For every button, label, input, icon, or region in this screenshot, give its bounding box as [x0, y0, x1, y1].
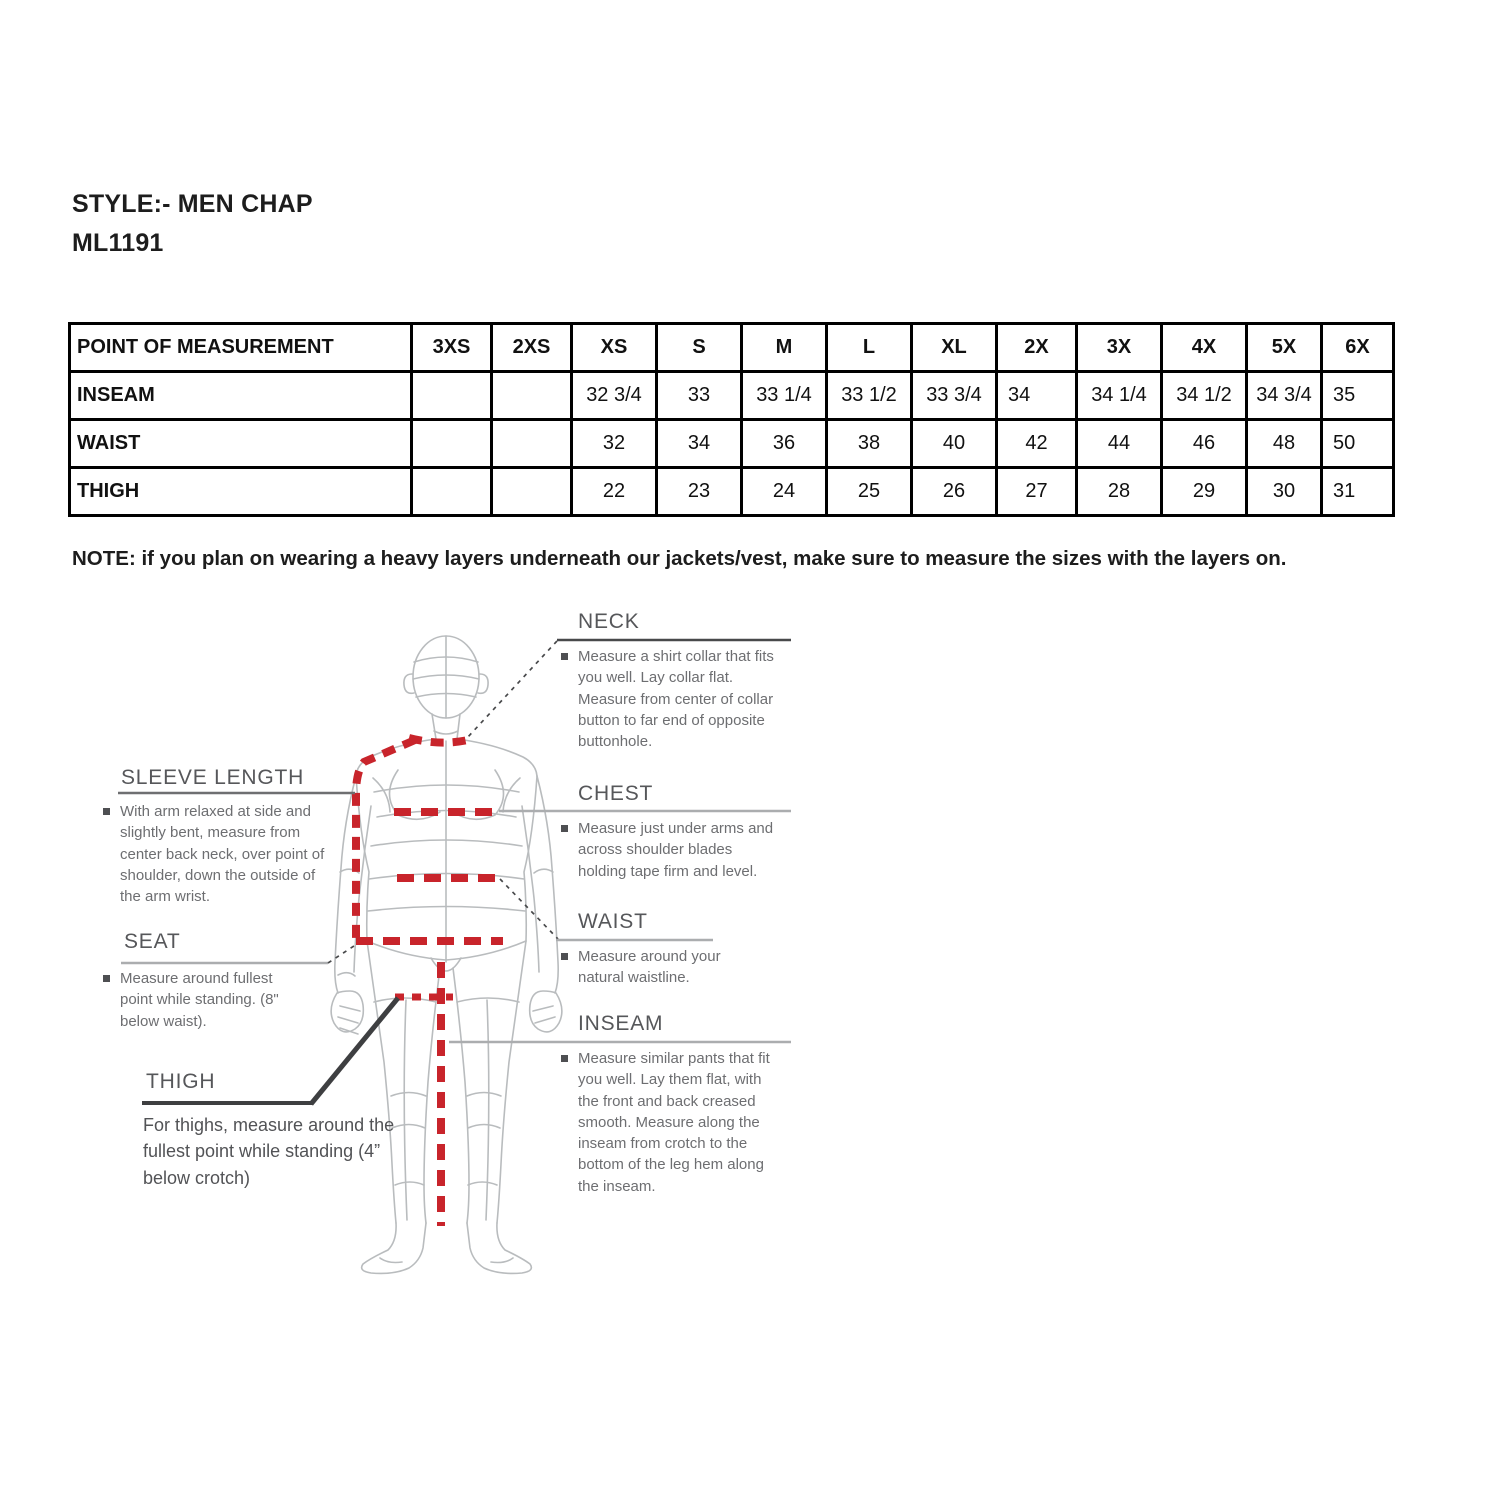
bullet-square-icon [103, 808, 110, 815]
neck-measure-line [409, 738, 468, 743]
column-header-xl: XL [912, 324, 997, 372]
size-cell: 29 [1162, 468, 1247, 516]
size-cell: 30 [1247, 468, 1322, 516]
waist-section-title: WAIST [578, 910, 648, 933]
column-header-6x: 6X [1322, 324, 1394, 372]
neck-section-desc: Measure a shirt collar that fits you well. Lay collar flat. Measure from center of collar button to far end of opposite buttonhole. [561, 646, 789, 752]
model-number: ML1191 [72, 229, 164, 257]
size-cell: 28 [1077, 468, 1162, 516]
size-cell: 31 [1322, 468, 1394, 516]
column-header-m: M [742, 324, 827, 372]
inseam-section-title: INSEAM [578, 1012, 664, 1035]
column-header-3xs: 3XS [412, 324, 492, 372]
column-header-4x: 4X [1162, 324, 1247, 372]
sleeve-length-section-title: SLEEVE LENGTH [121, 766, 305, 789]
size-cell: 32 [572, 420, 657, 468]
neck-callout-line [467, 641, 557, 738]
thigh-section-desc: For thighs, measure around the fullest point while standing (4” below crotch) [143, 1115, 395, 1188]
seat-callout-line [328, 944, 357, 963]
bullet-square-icon [103, 975, 110, 982]
size-cell: 33 [657, 372, 742, 420]
size-cell: 50 [1322, 420, 1394, 468]
size-cell: 27 [997, 468, 1077, 516]
size-cell: 34 1/2 [1162, 372, 1247, 420]
size-cell: 46 [1162, 420, 1247, 468]
size-cell: 34 1/4 [1077, 372, 1162, 420]
seat-section-title: SEAT [124, 930, 181, 953]
chest-section-title: CHEST [578, 782, 654, 805]
size-cell: 33 3/4 [912, 372, 997, 420]
size-cell: 23 [657, 468, 742, 516]
style-label: STYLE:- MEN CHAP [72, 190, 313, 218]
sleeve-length-section-desc: With arm relaxed at side and slightly bent, measure from center back neck, over point of shoulder, down the outside of the arm wrist. [103, 801, 325, 907]
size-cell: 44 [1077, 420, 1162, 468]
size-cell: 48 [1247, 420, 1322, 468]
thigh-section-title: THIGH [146, 1070, 216, 1093]
seat-section-desc: Measure around fullest point while standing. (8" below waist). [103, 968, 305, 1032]
size-cell: 35 [1322, 372, 1394, 420]
row-label-waist: WAIST [70, 420, 412, 468]
bullet-square-icon [561, 1055, 568, 1062]
size-cell: 42 [997, 420, 1077, 468]
size-cell: 34 3/4 [1247, 372, 1322, 420]
inseam-section-desc: Measure similar pants that fit you well. Lay them flat, with the front and back creased smooth. Measure along the inseam from crotch to the bottom of the leg hem along the inseam. [561, 1048, 781, 1197]
size-cell: 32 3/4 [572, 372, 657, 420]
bullet-square-icon [561, 953, 568, 960]
row-label-thigh: THIGH [70, 468, 412, 516]
size-cell: 34 [657, 420, 742, 468]
size-cell: 25 [827, 468, 912, 516]
column-header-s: S [657, 324, 742, 372]
thigh-callout-line [311, 998, 398, 1104]
size-cell: 33 1/2 [827, 372, 912, 420]
neck-section-title: NECK [578, 610, 640, 633]
column-header-5x: 5X [1247, 324, 1322, 372]
column-header-point-of-measurement: POINT OF MEASUREMENT [70, 324, 412, 372]
size-cell: 33 1/4 [742, 372, 827, 420]
column-header-2x: 2X [997, 324, 1077, 372]
column-header-l: L [827, 324, 912, 372]
column-header-xs: XS [572, 324, 657, 372]
size-cell: 26 [912, 468, 997, 516]
waist-section-desc: Measure around your natural waistline. [561, 946, 763, 989]
size-cell: 40 [912, 420, 997, 468]
size-cell: 34 [997, 372, 1077, 420]
size-cell: 24 [742, 468, 827, 516]
row-label-inseam: INSEAM [70, 372, 412, 420]
note-text: NOTE: if you plan on wearing a heavy layers underneath our jackets/vest, make sure to measure the sizes with the layers on. [72, 547, 1287, 570]
size-cell: 38 [827, 420, 912, 468]
column-header-2xs: 2XS [492, 324, 572, 372]
size-cell: 22 [572, 468, 657, 516]
bullet-square-icon [561, 653, 568, 660]
chest-section-desc: Measure just under arms and across shoulder blades holding tape firm and level. [561, 818, 783, 882]
column-header-3x: 3X [1077, 324, 1162, 372]
bullet-square-icon [561, 825, 568, 832]
size-cell: 36 [742, 420, 827, 468]
